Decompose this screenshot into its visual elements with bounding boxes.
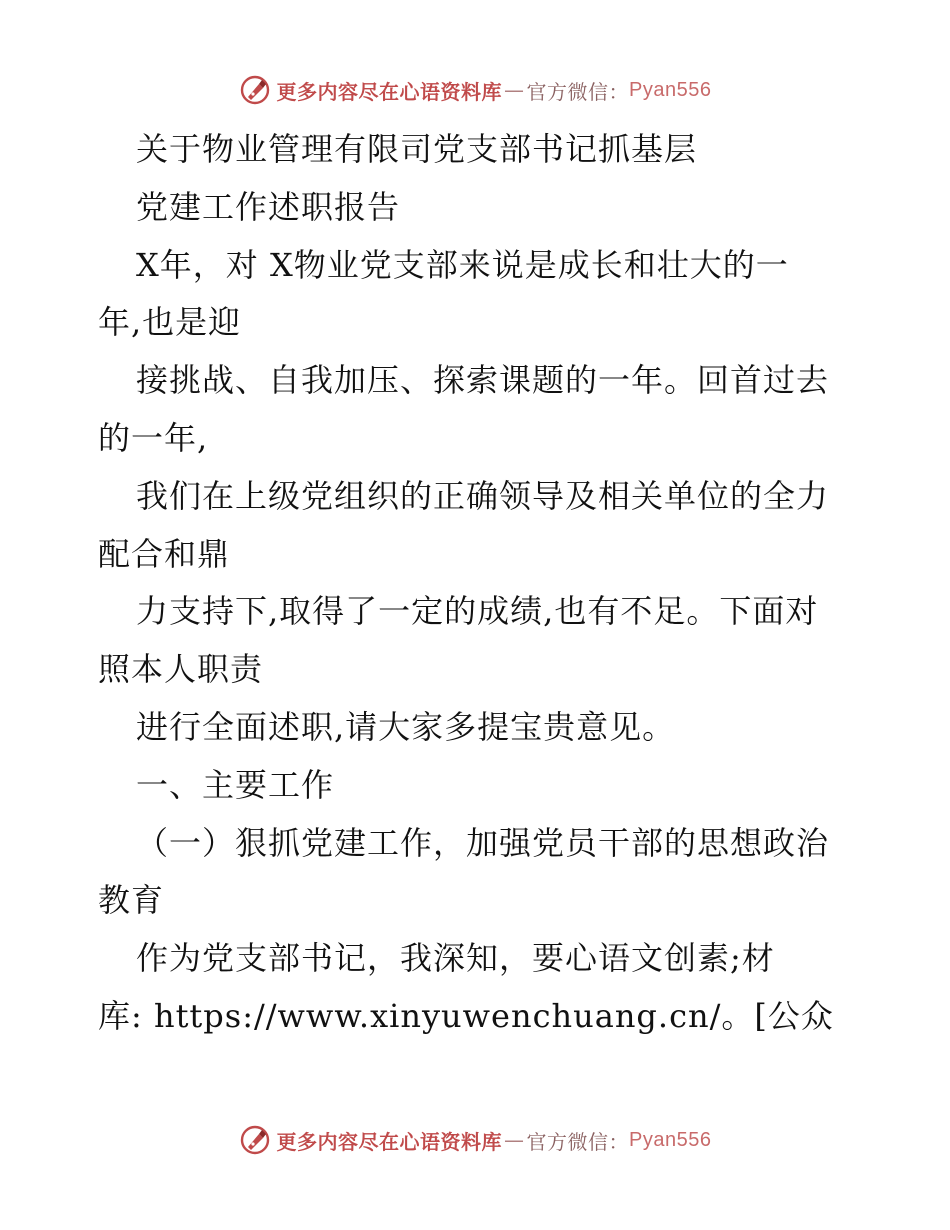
document-line: X年，对 X物业党支部来说是成长和壮大的一 — [136, 245, 789, 284]
document-line: 年,也是迎 — [98, 303, 242, 342]
document-line: 力支持下,取得了一定的成绩,也有不足。下面对 — [136, 592, 819, 631]
document-line: 一、主要工作 — [136, 765, 335, 804]
document-line: （一）狠抓党建工作，加强党员干部的思想政治 — [136, 823, 830, 862]
document-line: 进行全面述职,请大家多提宝贵意见。 — [136, 707, 676, 746]
banner-official-label: 官方微信： — [526, 1129, 630, 1154]
document-line: 照本人职责 — [98, 650, 264, 689]
banner-separator: — — [504, 78, 525, 102]
pen-nib-logo-icon — [239, 1124, 271, 1156]
document-line: 作为党支部书记，我深知，要心语文创素;材 — [136, 939, 775, 978]
document-line: 库: https://www.xinyuwenchuang.cn/。[公众 — [98, 996, 834, 1035]
document-line: 我们在上级党组织的正确领导及相关单位的全力 — [136, 476, 830, 515]
document-line: 配合和鼎 — [98, 534, 231, 573]
header-watermark-banner — [0, 70, 950, 110]
document-body — [98, 121, 858, 1046]
document-line: 关于物业管理有限司党支部书记抓基层 — [136, 130, 698, 168]
pen-nib-logo-icon — [239, 74, 271, 106]
banner-text: 更多内容尽在心语资料库 — [276, 1129, 503, 1154]
banner-separator: — — [504, 1128, 525, 1152]
banner-text: 更多内容尽在心语资料库 — [276, 79, 503, 104]
banner-official-label: 官方微信： — [526, 79, 630, 104]
footer-watermark-banner — [0, 1120, 950, 1160]
banner-wechat-id: Pyan556 — [629, 78, 712, 101]
document-line: 接挑战、自我加压、探索课题的一年。回首过去 — [136, 361, 830, 400]
document-line: 的一年, — [98, 418, 209, 457]
document-line: 教育 — [98, 881, 165, 920]
document-line: 党建工作述职报告 — [136, 187, 401, 226]
banner-wechat-id: Pyan556 — [629, 1128, 712, 1151]
